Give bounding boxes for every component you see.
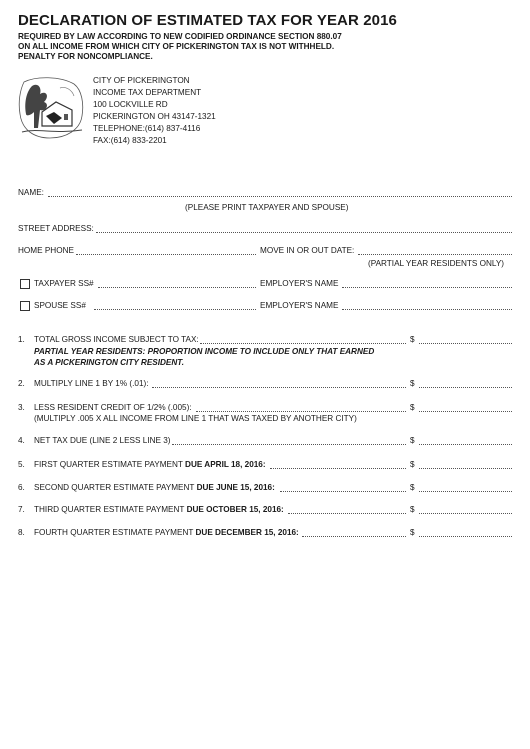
line-7-currency: $: [410, 505, 415, 514]
requirement-line-3: PENALTY FOR NONCOMPLIANCE.: [18, 52, 153, 61]
home-phone-input-line[interactable]: [76, 254, 256, 255]
line-2-label: MULTIPLY LINE 1 BY 1% (.01):: [34, 379, 149, 388]
line-3-number: 3.: [18, 403, 25, 412]
line-2-number: 2.: [18, 379, 25, 388]
line-2-currency: $: [410, 379, 415, 388]
line-3-note: (MULTIPLY .005 X ALL INCOME FROM LINE 1 THAT WAS TAXED BY ANOTHER CITY): [34, 414, 357, 423]
line-7-text: THIRD QUARTER ESTIMATE PAYMENT: [34, 505, 185, 514]
line-6-due-date: DUE JUNE 15, 2016:: [196, 483, 275, 492]
line-8-text: FOURTH QUARTER ESTIMATE PAYMENT: [34, 528, 194, 537]
spouse-checkbox[interactable]: [20, 301, 30, 311]
home-phone-label: HOME PHONE: [18, 246, 74, 255]
line-4-currency: $: [410, 436, 415, 445]
spouse-employer-label: EMPLOYER'S NAME: [260, 301, 339, 310]
taxpayer-checkbox[interactable]: [20, 279, 30, 289]
address-line-3: 100 LOCKVILLE RD: [93, 100, 168, 109]
line-3-leader: [196, 411, 406, 412]
move-date-label: MOVE IN OR OUT DATE:: [260, 246, 355, 255]
taxpayer-employer-input-line[interactable]: [342, 287, 512, 288]
line-4-label: NET TAX DUE (LINE 2 LESS LINE 3): [34, 436, 171, 445]
requirement-line-1: REQUIRED BY LAW ACCORDING TO NEW CODIFIED ORDINANCE SECTION 880.07: [18, 32, 342, 41]
line-8-number: 8.: [18, 528, 25, 537]
move-date-input-line[interactable]: [358, 254, 512, 255]
taxpayer-ss-label: TAXPAYER SS#: [34, 279, 94, 288]
line-7-number: 7.: [18, 505, 25, 514]
form-title: DECLARATION OF ESTIMATED TAX FOR YEAR 2016: [18, 12, 397, 29]
line-7-due-date: DUE OCTOBER 15, 2016:: [186, 505, 284, 514]
line-1-note-1: PARTIAL YEAR RESIDENTS: PROPORTION INCOME TO INCLUDE ONLY THAT EARNED: [34, 347, 375, 356]
line-7-amount-field[interactable]: [419, 513, 512, 514]
line-2-amount-field[interactable]: [419, 387, 512, 388]
address-line-1: CITY OF PICKERINGTON: [93, 76, 190, 85]
line-5-number: 5.: [18, 460, 25, 469]
line-3-label: LESS RESIDENT CREDIT OF 1/2% (.005):: [34, 403, 192, 412]
move-date-note: (PARTIAL YEAR RESIDENTS ONLY): [368, 259, 505, 268]
address-line-2: INCOME TAX DEPARTMENT: [93, 88, 202, 97]
line-8-currency: $: [410, 528, 415, 537]
spouse-ss-input-line[interactable]: [94, 309, 256, 310]
requirement-line-2: ON ALL INCOME FROM WHICH CITY OF PICKERINGTON TAX IS NOT WITHHELD.: [18, 42, 335, 51]
line-1-leader: [200, 343, 406, 344]
line-5-text: FIRST QUARTER ESTIMATE PAYMENT: [34, 460, 183, 469]
street-address-label: STREET ADDRESS:: [18, 224, 94, 233]
line-1-note-2: AS A PICKERINGTON CITY RESIDENT.: [34, 358, 184, 367]
line-8-leader: [302, 536, 406, 537]
line-6-label: [34, 483, 275, 492]
line-7-label: [34, 505, 284, 514]
line-6-text: SECOND QUARTER ESTIMATE PAYMENT: [34, 483, 195, 492]
line-8-label: [34, 528, 299, 537]
taxpayer-ss-input-line[interactable]: [98, 287, 256, 288]
line-5-leader: [270, 468, 406, 469]
line-4-amount-field[interactable]: [419, 444, 512, 445]
street-address-input-line[interactable]: [96, 232, 512, 233]
line-8-amount-field[interactable]: [419, 536, 512, 537]
name-input-line[interactable]: [48, 196, 512, 197]
address-line-4: PICKERINGTON OH 43147-1321: [93, 112, 216, 121]
line-5-due-date: DUE APRIL 18, 2016:: [185, 460, 266, 469]
line-1-amount-field[interactable]: [419, 343, 512, 344]
spouse-ss-label: SPOUSE SS#: [34, 301, 86, 310]
line-7-leader: [288, 513, 406, 514]
line-6-number: 6.: [18, 483, 25, 492]
address-line-6: FAX:(614) 833-2201: [93, 136, 167, 145]
city-seal-logo: [16, 74, 88, 142]
line-6-currency: $: [410, 483, 415, 492]
line-6-amount-field[interactable]: [419, 491, 512, 492]
line-1-label: TOTAL GROSS INCOME SUBJECT TO TAX:: [34, 335, 199, 344]
name-note: (PLEASE PRINT TAXPAYER AND SPOUSE): [185, 203, 349, 212]
line-6-leader: [280, 491, 406, 492]
line-4-number: 4.: [18, 436, 25, 445]
line-1-currency: $: [410, 335, 415, 344]
spouse-employer-input-line[interactable]: [342, 309, 512, 310]
line-2-leader: [152, 387, 406, 388]
line-5-currency: $: [410, 460, 415, 469]
line-5-label: [34, 460, 266, 469]
line-1-number: 1.: [18, 335, 25, 344]
line-4-leader: [172, 444, 406, 445]
taxpayer-employer-label: EMPLOYER'S NAME: [260, 279, 339, 288]
name-label: NAME:: [18, 188, 44, 197]
address-line-5: TELEPHONE:(614) 837-4116: [93, 124, 201, 133]
line-3-amount-field[interactable]: [419, 411, 512, 412]
line-3-currency: $: [410, 403, 415, 412]
line-8-due-date: DUE DECEMBER 15, 2016:: [195, 528, 299, 537]
line-5-amount-field[interactable]: [419, 468, 512, 469]
